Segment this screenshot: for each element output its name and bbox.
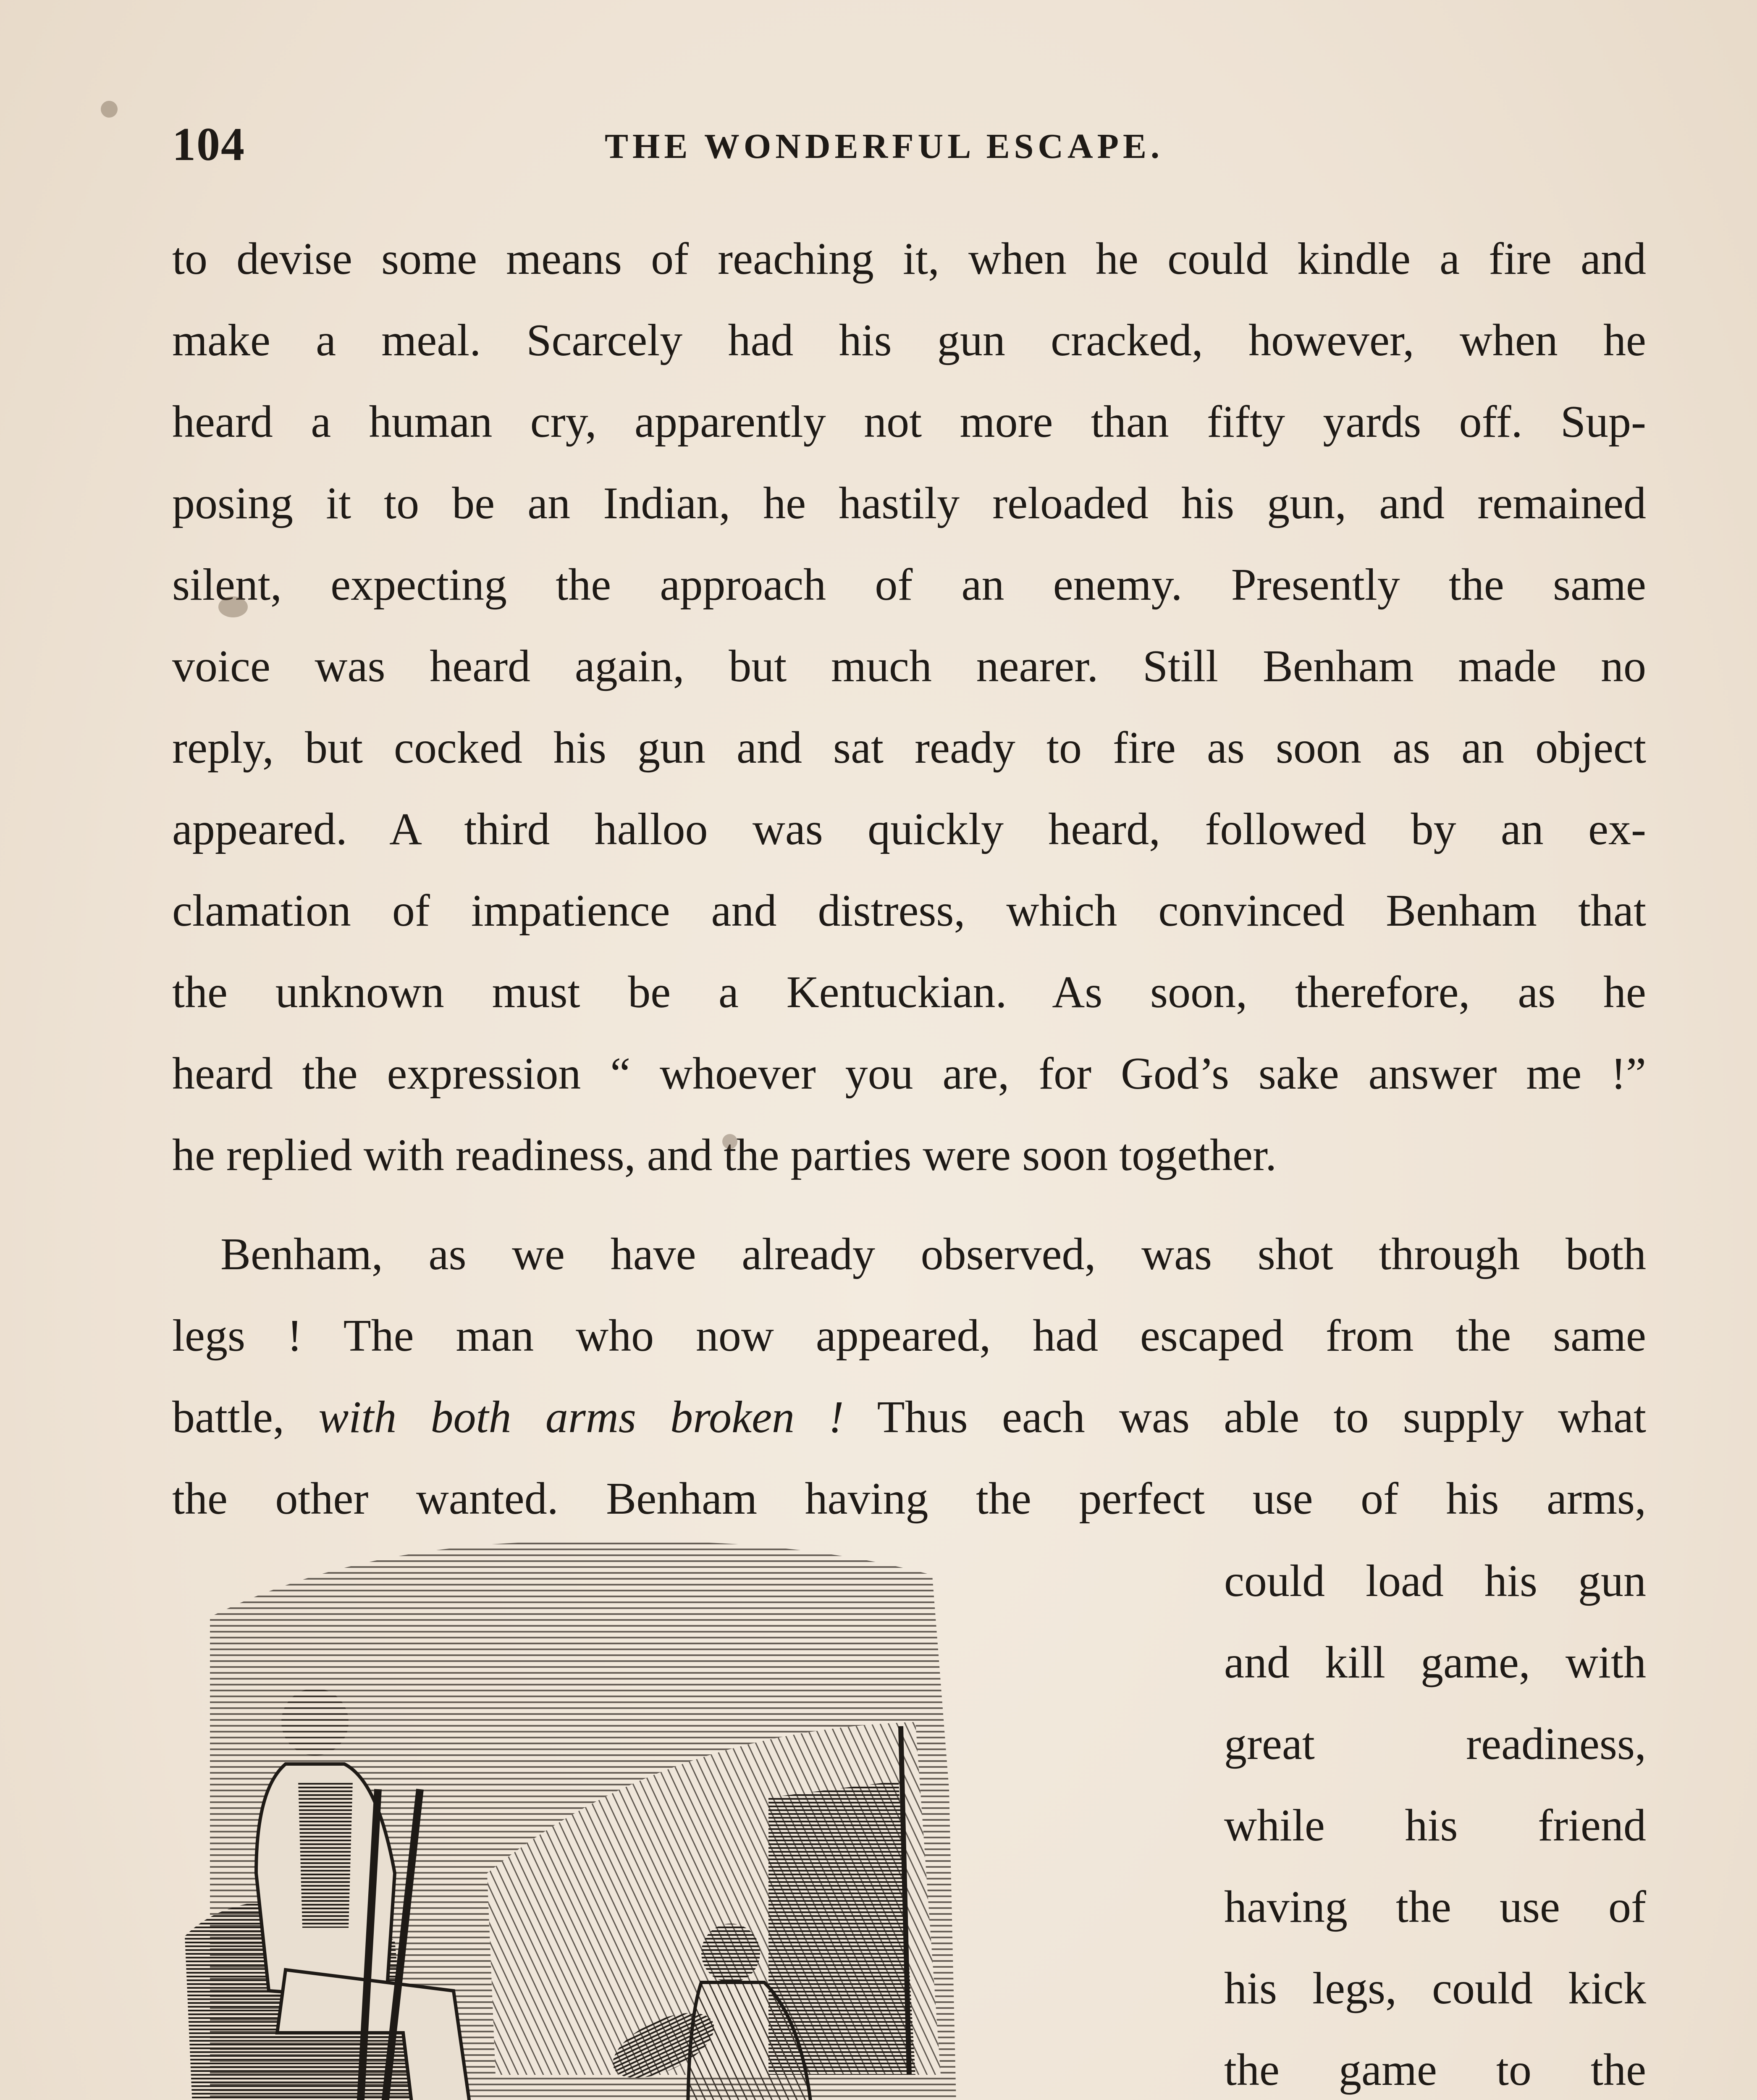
page-number: 104 (172, 118, 245, 171)
text-line: clamation of impatience and distress, which convinced Benham that (172, 886, 1646, 936)
text-span: battle, (172, 1392, 319, 1442)
text-line: legs ! The man who now appeared, had escaped from the same (172, 1311, 1646, 1361)
italic-phrase: with both arms broken ! (318, 1392, 844, 1442)
text-line: Benham, as we have already observed, was shot through both (220, 1229, 1646, 1279)
text-line: the unknown must be a Kentuckian. As soon, therefore, as he (172, 967, 1646, 1017)
paper-stain (722, 1134, 737, 1149)
text-line: make a meal. Scarcely had his gun cracked, however, when he (172, 315, 1646, 365)
text-line: great readiness, (1224, 1719, 1646, 1769)
paper-stain (101, 101, 118, 118)
text-line: he replied with readiness, and the parties were soon together. (172, 1130, 1277, 1180)
woodcut-illustration (160, 1529, 1067, 2100)
paper-stain (218, 596, 248, 617)
paragraph-benham (172, 1214, 1646, 1540)
text-span: Thus each was able to supply what (844, 1392, 1647, 1442)
text-line: while his friend (1224, 1801, 1646, 1851)
text-line: silent, expecting the approach of an enemy. Presently the same (172, 560, 1646, 610)
paragraph-continuation (172, 218, 1646, 1196)
text-line: heard the expression “ whoever you are, for God’s sake answer me !” (172, 1049, 1646, 1099)
wrapped-text-narrow (1224, 1541, 1646, 2100)
text-line: posing it to be an Indian, he hastily reloaded his gun, and remained (172, 478, 1646, 528)
text-line-with-italic (172, 1377, 1646, 1458)
text-line: his legs, could kick (1224, 1964, 1646, 2013)
text-line: having the use of (1224, 1882, 1646, 1932)
seated-man-head (281, 1688, 349, 1756)
running-title: THE WONDERFUL ESCAPE. (605, 127, 1164, 166)
text-line: the other wanted. Benham having the perfect use of his arms, (172, 1474, 1646, 1524)
text-line: could load his gun (1224, 1556, 1646, 1606)
water-carrier-head (701, 1924, 760, 1982)
text-line: heard a human cry, apparently not more than fifty yards off. Sup- (172, 397, 1646, 447)
text-line: and kill game, with (1224, 1638, 1646, 1688)
text-line: reply, but cocked his gun and sat ready to fire as soon as an object (172, 723, 1646, 773)
text-line: to devise some means of reaching it, when he could kindle a fire and (172, 234, 1646, 284)
text-line: appeared. A third halloo was quickly heard, followed by an ex- (172, 804, 1646, 854)
text-line: the game to the (1224, 2045, 1646, 2095)
text-line: voice was heard again, but much nearer. Still Benham made no (172, 641, 1646, 691)
page-header (172, 105, 1650, 172)
